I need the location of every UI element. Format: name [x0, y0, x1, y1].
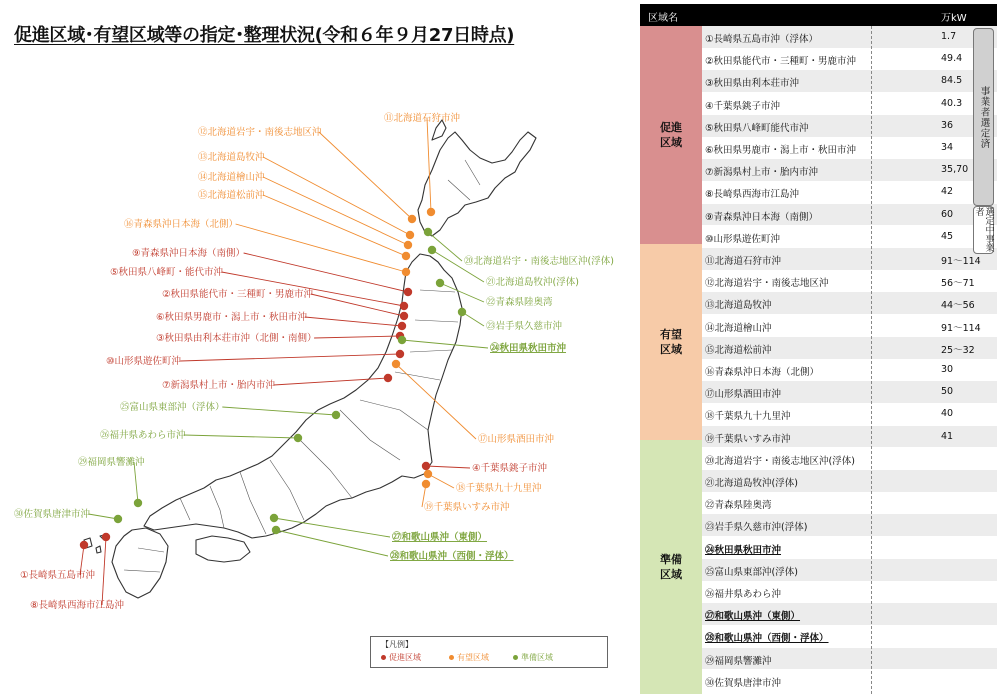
capacity-value: 40 [941, 408, 954, 420]
area-name: ⑮北海道松前沖 [705, 344, 772, 356]
map-label: ②秋田県能代市・三種町・男鹿市沖 [162, 289, 314, 300]
header-unit: 万kW [941, 13, 967, 24]
leader-line [319, 132, 412, 219]
area-name: ㉗和歌山県沖（東側） [705, 611, 801, 623]
capacity-value: 40.3 [941, 97, 963, 109]
table-row [702, 115, 997, 137]
area-marker [294, 434, 302, 442]
capacity-value: 91～114 [941, 256, 981, 267]
area-name: ①長崎県五島市沖（浮体） [705, 34, 819, 45]
capacity-value: 44～56 [941, 300, 975, 312]
capacity-value: 34 [941, 142, 954, 153]
leader-line [426, 466, 470, 468]
table-row [702, 559, 997, 581]
leader-line [102, 537, 106, 605]
table-row [702, 226, 997, 248]
area-name: ⑳北海道岩宇・南後志地区沖(浮体) [705, 455, 855, 467]
map-label: ㉚佐賀県唐津市沖 [14, 509, 91, 520]
page-title: 促進区域･有望区域等の指定･整理状況(令和６年９月27日時点) [14, 25, 515, 46]
capacity-value: 91～114 [941, 322, 981, 334]
area-marker [404, 288, 412, 296]
map-label: ⑥秋田県男鹿市・潟上市・秋田市沖 [156, 312, 308, 323]
map-label: ㉒青森県陸奥湾 [486, 297, 553, 308]
table-row [702, 603, 997, 625]
table-row [702, 426, 997, 448]
table-row [702, 625, 997, 647]
area-marker [270, 514, 278, 522]
area-marker [80, 541, 88, 549]
table-row [702, 581, 997, 603]
map-label: ㉔秋田県秋田市沖 [490, 343, 567, 354]
table-row [702, 137, 997, 159]
area-marker [400, 302, 408, 310]
area-marker [384, 374, 392, 382]
status-selecting-badge: 選定中事業者 [973, 207, 994, 252]
leader-line [236, 224, 406, 272]
map-label: ㉘和歌山県沖（西側・浮体） [390, 551, 514, 562]
area-marker [102, 533, 110, 541]
area-marker [458, 308, 466, 316]
shikoku-shape [196, 536, 250, 562]
area-name: ⑦新潟県村上市・胎内市沖 [705, 167, 819, 179]
map-label: ⑬北海道島牧沖 [198, 152, 265, 163]
area-marker [114, 515, 122, 523]
status-selected-badge: 事業者選定済 [973, 28, 994, 206]
map-label: ㉙福岡県響灘沖 [78, 457, 145, 468]
area-name: ㉑北海道島牧沖(浮体) [705, 478, 798, 489]
map-label: ⑮北海道松前沖 [198, 190, 265, 201]
hokkaido-shape [418, 132, 536, 236]
area-name: ⑤秋田県八峰町能代市沖 [705, 122, 809, 134]
table-row [702, 359, 997, 381]
leader-line [134, 462, 138, 503]
table-row [702, 537, 997, 559]
map-label: ④千葉県銚子市沖 [472, 463, 548, 474]
table-row [702, 448, 997, 470]
capacity-value: 30 [941, 364, 954, 375]
leader-line [180, 354, 400, 361]
legend-title: 【凡例】 [381, 640, 413, 649]
map-label: ㉕富山県東部沖（浮体） [120, 402, 225, 413]
capacity-value: 56～71 [941, 278, 975, 290]
area-marker [134, 499, 142, 507]
legend-promotion: 促進区域 [381, 652, 421, 663]
capacity-value: 50 [941, 386, 954, 398]
area-marker [422, 480, 430, 488]
area-table [640, 4, 997, 694]
leader-line [428, 474, 454, 488]
area-name: ⑭北海道檜山沖 [705, 322, 772, 334]
area-name: ㉖福井県あわら沖 [705, 589, 782, 600]
table-row [702, 403, 997, 425]
table-row [702, 26, 997, 48]
leader-line [314, 336, 400, 338]
area-name: ⑰山形県酒田市沖 [705, 389, 782, 401]
area-marker [424, 470, 432, 478]
map-label: ⑲千葉県いすみ市沖 [424, 502, 510, 513]
capacity-value: 49.4 [941, 53, 963, 65]
area-name: ⑫北海道岩宇・南後志地区沖 [705, 278, 829, 290]
area-name: ⑯青森県沖日本海（北側） [705, 367, 820, 378]
area-marker [398, 322, 406, 330]
table-row [702, 159, 997, 181]
map-label: ㉑北海道島牧沖(浮体) [486, 277, 579, 288]
area-marker [402, 252, 410, 260]
map-label: ⑤秋田県八峰町・能代市沖 [110, 267, 224, 278]
map-label: ⑯青森県沖日本海（北側） [124, 219, 239, 230]
area-marker [392, 360, 400, 368]
area-name: ㉙福岡県響灘沖 [705, 655, 772, 667]
category-promising: 有望 区域 [640, 244, 702, 440]
area-marker [400, 312, 408, 320]
table-header [640, 4, 997, 26]
green-dot-icon [513, 655, 518, 660]
capacity-value: 45 [941, 230, 954, 242]
legend-promising: 有望区域 [449, 652, 489, 663]
area-name: ⑥秋田県男鹿市・潟上市・秋田市沖 [705, 145, 857, 156]
table-row [702, 381, 997, 403]
capacity-value: 1.7 [941, 31, 957, 42]
table-row [702, 648, 997, 670]
header-area-name: 区域名 [648, 13, 678, 24]
area-marker [424, 228, 432, 236]
area-name: ㉕富山県東部沖(浮体) [705, 566, 798, 578]
table-row [702, 337, 997, 359]
leader-line [305, 317, 402, 326]
area-name: ㉚佐賀県唐津市沖 [705, 677, 782, 689]
map-label: ⑫北海道岩宇・南後志地区沖 [198, 127, 322, 138]
area-marker [427, 208, 435, 216]
map-label: ⑪北海道石狩市沖 [384, 113, 461, 124]
table-row [702, 248, 997, 270]
area-name: ⑪北海道石狩市沖 [705, 256, 782, 267]
capacity-value: 60 [941, 208, 954, 220]
capacity-value: 35,70 [941, 164, 969, 176]
capacity-value: 42 [941, 186, 954, 198]
map-label: ⑧長崎県西海市江島沖 [30, 600, 125, 611]
leader-line [88, 514, 118, 519]
map-label: ⑱千葉県九十九里沖 [456, 483, 542, 494]
map-label: ㉗和歌山県沖（東側） [392, 532, 488, 543]
map-label: ⑩山形県遊佐町沖 [106, 356, 182, 367]
table-row [702, 181, 997, 203]
map-label: ⑦新潟県村上市・胎内市沖 [162, 380, 276, 391]
capacity-value: 41 [941, 430, 954, 442]
area-name: ㉘和歌山県沖（西側・浮体） [705, 633, 829, 645]
map-label: ⑨青森県沖日本海（南側） [132, 248, 246, 259]
area-marker [404, 241, 412, 249]
area-name: ⑧長崎県西海市江島沖 [705, 189, 800, 201]
leader-line [184, 435, 298, 438]
area-name: ④千葉県銚子市沖 [705, 100, 781, 112]
capacity-value: 84.5 [941, 75, 963, 87]
table-row [702, 270, 997, 292]
area-name: ㉔秋田県秋田市沖 [705, 544, 782, 556]
area-marker [436, 279, 444, 287]
map-label: ⑳北海道岩宇・南後志地区沖(浮体) [464, 256, 614, 267]
red-dot-icon [381, 655, 386, 660]
area-name: ⑱千葉県九十九里沖 [705, 411, 791, 423]
map-label: ㉓岩手県久慈市沖 [486, 321, 563, 332]
table-row [702, 492, 997, 514]
area-marker [272, 526, 280, 534]
map-label: ①長崎県五島市沖 [20, 570, 96, 581]
area-name: ㉒青森県陸奥湾 [705, 500, 772, 512]
map-label: ③秋田県由利本荘市沖（北側・南側） [156, 333, 317, 344]
map-label: ㉖福井県あわら市沖 [100, 430, 186, 441]
area-name: ②秋田県能代市・三種町・男鹿市沖 [705, 56, 857, 68]
area-name: ⑬北海道島牧沖 [705, 300, 772, 312]
area-name: ㉓岩手県久慈市沖(浮体) [705, 522, 808, 534]
capacity-value: 36 [941, 119, 954, 131]
area-marker [396, 350, 404, 358]
map-label: ⑰山形県酒田市沖 [478, 434, 555, 445]
table-row [702, 48, 997, 70]
column-divider [871, 26, 872, 694]
table-row [702, 93, 997, 115]
leader-line [244, 253, 408, 292]
table-row [702, 315, 997, 337]
area-marker [398, 336, 406, 344]
legend-preparation: 準備区域 [513, 652, 553, 663]
area-marker [408, 215, 416, 223]
area-marker [428, 246, 436, 254]
map-label: ⑭北海道檜山沖 [198, 172, 265, 183]
table-row [702, 70, 997, 92]
table-row [702, 204, 997, 226]
area-marker [422, 462, 430, 470]
area-name: ③秋田県由利本荘市沖 [705, 78, 800, 90]
kyushu-shape [112, 528, 168, 598]
area-name: ⑲千葉県いすみ市沖 [705, 433, 791, 445]
leader-line [263, 195, 406, 256]
area-marker [332, 411, 340, 419]
table-row [702, 470, 997, 492]
area-marker [406, 231, 414, 239]
capacity-value: 25～32 [941, 344, 975, 356]
map-legend [370, 636, 608, 668]
area-marker [402, 268, 410, 276]
orange-dot-icon [449, 655, 454, 660]
table-row [702, 670, 997, 692]
category-preparation: 準備 区域 [640, 440, 702, 694]
table-row [702, 514, 997, 536]
category-promotion: 促進 区域 [640, 26, 702, 244]
area-name: ⑩山形県遊佐町沖 [705, 233, 781, 245]
area-name: ⑨青森県沖日本海（南側） [705, 211, 819, 223]
leader-line [263, 177, 408, 245]
table-row [702, 292, 997, 314]
